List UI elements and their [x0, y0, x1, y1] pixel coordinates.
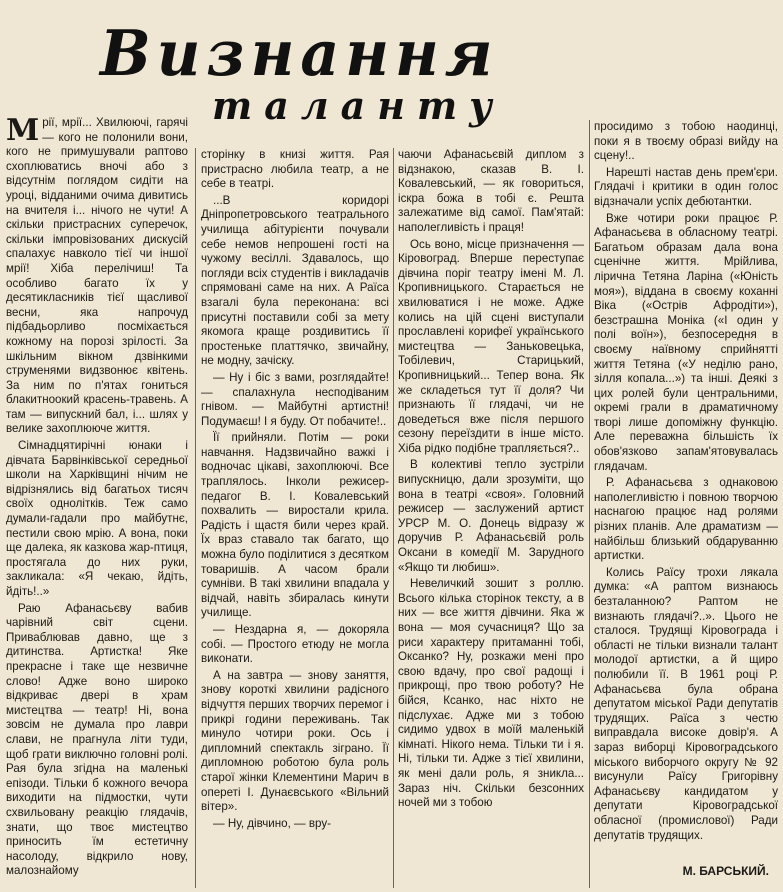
- paragraph: ...В коридорі Дніпропетровського театрального училища абітурієнти почували себе немов непрошені гості на чужому весіллі. Здавалось, що погляди всіх студентів і викладачів спрямовані саме на них. А Раїса взагалі була переконана: всі присутні поставили собі за мету якомога краще роздивитись її простеньке платтячко, звичайну, не модну, зачіску.: [201, 193, 389, 368]
- column-2: [201, 148, 389, 888]
- column-4: [594, 120, 778, 860]
- paragraph: Сімнадцятирічні юнаки і дівчата Барвінківської середньої школи на Харківщині нічим не відрізнялись від багатьох тисяч своїх однолітків. Теж само думали-гадали про майбутнє, пестили свою мрію. А вона, поки ще далека, як казкова жар-птиця, простягала до них руки, закликала: «Я чекаю, йдіть, йдіть!..»: [6, 439, 188, 598]
- paragraph: — Нездарна я, — докоряла собі. — Простого етюду не могла виконати.: [201, 623, 389, 666]
- paragraph: Колись Раїсу трохи лякала думка: «А раптом визнаюсь безталанною? Раптом не визнають глядачі?..». Цього не сталося. Трудящі Кіровограда і області не тільки визнали талант молодої артистки, а й щиро полюбили її. В 1961 році Р. Афанасьєва була обрана депутатом міської Ради депутатів трудящих. Раїса з честю виправдала високе довір'я. А зараз виборці Кіровоградського міського виборчого округу № 92 висунули Раїсу Григорівну Афанасьєву кандидатом у депутати Кіровоградської обласної (промислової) Ради депутатів трудящих.: [594, 565, 778, 842]
- paragraph: чаючи Афанасьєвій диплом з відзнакою, сказав В. І. Ковалевський, — як говориться, іскра божа в тобі є. Решта залежатиме від самої. Пам'ятай: наполегливість і праця!: [398, 148, 584, 234]
- paragraph: [6, 116, 188, 437]
- paragraph: Р. Афанасьєва з однаковою наполегливістю і повною творчою наснагою працює над ролями різних планів. Але драматизм — найбільш близький обдаруванню артистки.: [594, 476, 778, 563]
- paragraph-text: рії, мрії... Хвилюючі, гарячі — кого не полонили вони, кого не примушували раптово схоплюватись вночі або з відсутнім поглядом сидіти на уроці, відданими очима дивитись на вчителя і... нічого не чути! А скільки пристрасних суперечок, скільки імпровізованих дискусій спалахує навколо тієї чи іншої мрії! Хіба перелічиш! Та особливо багато їх у десятикласників тієї щасливої весни, яка напрочуд підбадьорливо посміхається кожному на порозі зрілості. За шкільним вікном дзвінкими струменями видзвонює квітень. За ним по п'ятах гониться блакитноокий красень-травень. А там — випускний бал, і... шлях у велике захоплююче життя.: [6, 116, 188, 436]
- column-3: [398, 148, 584, 888]
- column-divider: [589, 120, 590, 888]
- author-signature: М. БАРСЬКИЙ.: [682, 864, 769, 878]
- headline: Визнання: [100, 17, 499, 91]
- paragraph: — Ну, дівчино, — вру-: [213, 816, 332, 830]
- paragraph: сторінку в книзі життя. Рая пристрасно любила театр, а не себе в театрі.: [201, 148, 389, 191]
- paragraph: Ось воно, місце призначення — Кіровоград. Вперше переступає дівчина поріг театру імені М. Л. Кропивницького. Старається не хвилюватися і не може. Адже колись на цій сцені виступали прославлені корифеї українського мистецтва — Заньковецька, Тобілевич, Старицький, Кропивницький... Тепер вона. Як же складеться тут її доля? Чи признають її глядачі, чи не доведеться вже після першого сезону переїздити в інше місто. Хіба рідко подібне трапляється?..: [398, 237, 584, 455]
- column-1: [6, 116, 188, 886]
- paragraph: Нарешті настав день прем'єри. Глядачі і критики в один голос відзначали успіх дебютантки.: [594, 165, 778, 208]
- paragraph: А на завтра — знову заняття, знову короткі хвилини радісного відчуття перших творчих перемог і прикрі години переживань. Так минуло чотири роки. Ось і дипломний спектакль зіграно. Її дипломною роботою була роль старої жінки Клементини Марич в опереті І. Дунаєвського «Вільний вітер».: [201, 668, 389, 814]
- paragraph: Раю Афанасьєву вабив чарівний світ сцени. Приваблював давно, ще з дитинства. Артистка! Яке прекрасне і таке ще незвичне слово! Адже воно широко відкриває двері в храм мистецтва — театр! Ні, вона зовсім не думала про лаври слави, не прагнула літи туди, щоб грати виключно головні ролі. Рая була згідна на маленькі епізоди. Тільки б кожного вечора виходити на підмостки, чути схвильовану реакцію глядачів, знати, що твоє мистецтво приносить їм естетичну насолоду, відкрило нову, малознайому: [6, 601, 188, 878]
- column-divider: [195, 148, 196, 888]
- paragraph: В колективі тепло зустріли випускницю, дали зрозуміти, що вона в театрі «своя». Головний режисер — заслужений артист УРСР М. О. Донець відразу ж доручив Р. Афанасьєвій роль Оксани в комедії М. Зарудного «Якщо ти любиш».: [398, 458, 584, 574]
- paragraph: Невеличкий зошит з роллю. Всього кілька сторінок тексту, а в них — все життя дівчини. Яка ж вона — моя сучасниця? Що за риси характеру притаманні тобі, Оксанко? Ну, розкажи мені про свою вдачу, про свої радощі і прикрощі, про твою роботу? Не бійся, Ксанко, нас ніхто не підслухає. Адже ми з тобою сидимо удвох в моїй маленькій кімнаті. Нікого нема. Тільки ти і я. Ні, тільки ти. Адже з тієї хвилини, як мені дали роль, я зникла... Зараз ніч. Скільки безсонних ночей ми з тобою: [398, 577, 584, 810]
- paragraph: Її прийняли. Потім — роки навчання. Надзвичайно важкі і водночас цікаві, захоплюючі. Все траплялось. Інколи режисер-педагог В. І. Ковалевський похвалить — виростали крила. Радість і щастя били через край. Їх враз ставало так багато, що можна було поділитися з десятком товаришів. А часом брали сумніви. В такі хвилини впадала у відчай, навіть збиралась кинути училище.: [201, 431, 389, 620]
- paragraph: Вже чотири роки працює Р. Афанасьєва в обласному театрі. Багатьом образам дала вона сценічне життя. Мрійлива, лірична Тетяна Ларіна («Юність моя»), віддана в своєму коханні Віка («Острів Афродіти»), безстрашна Моніка («І один у полі воїн»), безпосередня в своєму наївному сприйнятті життя Тетяна («У неділю рано, зілля копала...») та інші. Деякі з цих ролей були центральними, окремі грали в драматичному творі лише допоміжну функцію. Але переважна більшість їх обов'язково запам'ятовувалась глядачам.: [594, 211, 778, 473]
- column-divider: [393, 148, 394, 888]
- drop-cap: М: [6, 116, 40, 148]
- paragraph: — Ну і біс з вами, розглядайте! — спалахнула несподіваним гнівом. — Майбутні артистні! Подумаєш! І я буду. От побачите!..: [201, 370, 389, 428]
- subheadline: таланту: [212, 83, 504, 128]
- paragraph: просидимо з тобою наодинці, поки я в твоєму образі вийду на сцену!..: [594, 120, 778, 163]
